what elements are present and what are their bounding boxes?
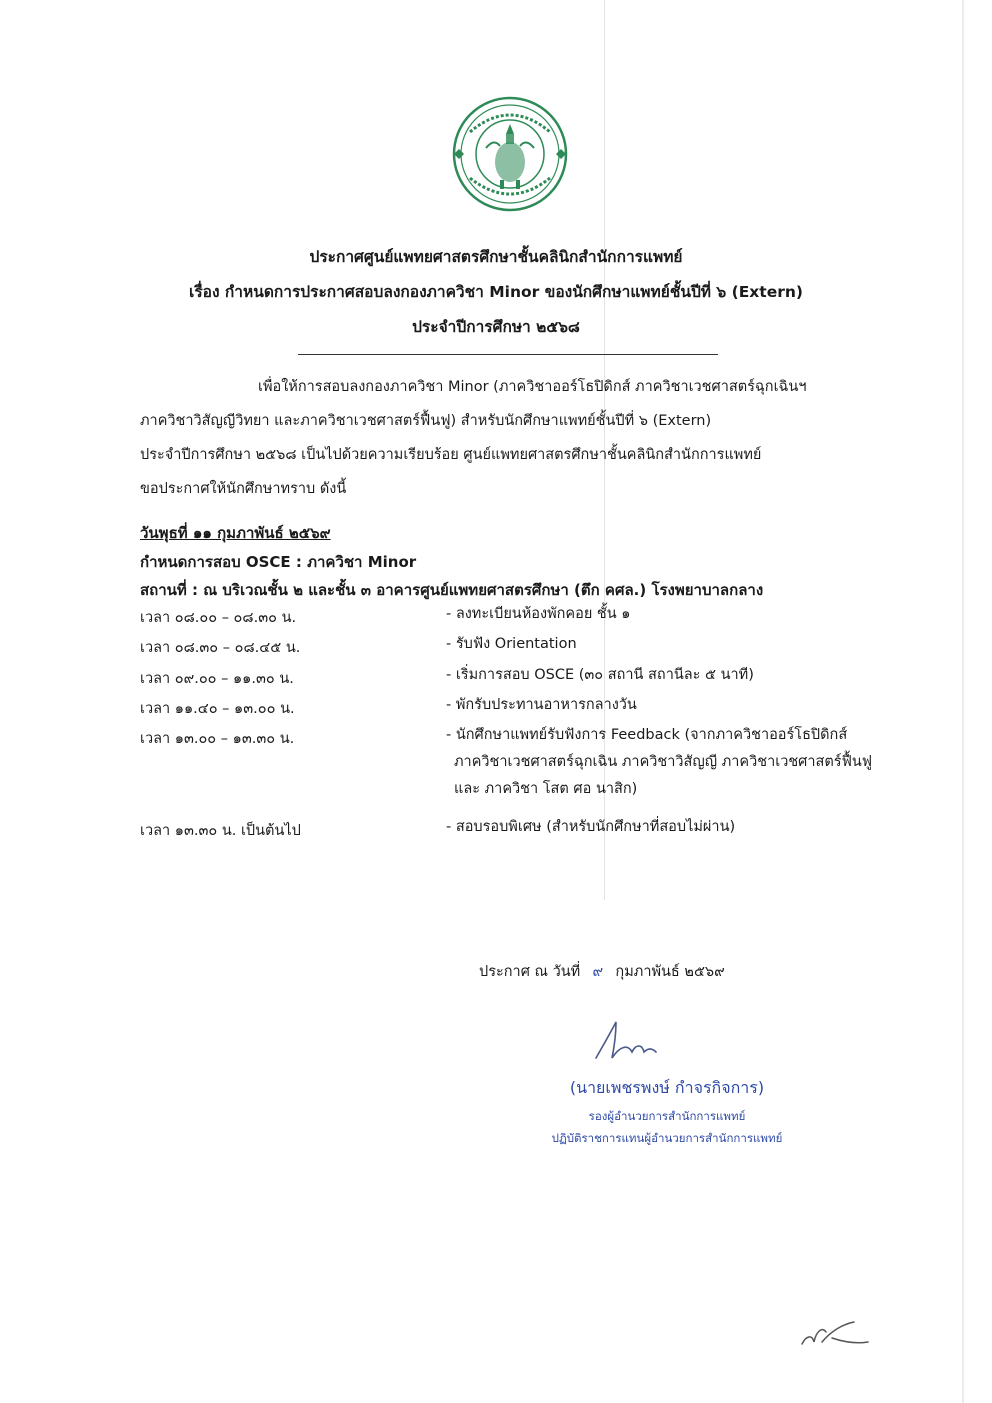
handwritten-day: ๙ xyxy=(592,964,604,980)
announcement-date xyxy=(479,960,725,983)
schedule-time: เวลา ๐๘.๐๐ – ๐๘.๓๐ น. xyxy=(140,610,297,626)
activity-line: - ลงทะเบียนห้องพักคอย ชั้น ๑ xyxy=(446,606,631,622)
activity-line: - รับฟัง Orientation xyxy=(446,636,577,652)
announcement-title: ประกาศศูนย์แพทยศาสตรศึกษาชั้นคลินิกสำนักการแพทย์ xyxy=(309,248,683,266)
exam-date-heading: วันพุธที่ ๑๑ กุมภาพันธ์ ๒๕๖๙ xyxy=(140,524,331,542)
handwritten-initial-icon xyxy=(792,1318,872,1352)
schedule-activity xyxy=(446,601,886,628)
paragraph-line: ขอประกาศให้นักศึกษาทราบ ดังนี้ xyxy=(140,481,347,497)
activity-line: - นักศึกษาแพทย์รับฟังการ Feedback (จากภาควิชาออร์โธปิดิกส์ xyxy=(446,727,848,743)
signer-acting-position: ปฏิบัติราชการแทนผู้อำนวยการสำนักการแพทย์ xyxy=(551,1131,783,1145)
schedule-time: เวลา ๐๘.๓๐ – ๐๘.๔๕ น. xyxy=(140,640,301,656)
green-circular-seal-icon xyxy=(440,96,580,212)
schedule-time: เวลา ๑๓.๓๐ น. เป็นต้นไป xyxy=(140,823,301,839)
activity-line: ภาควิชาเวชศาสตร์ฉุกเฉิน ภาควิชาวิสัญญี ภาควิชาเวชศาสตร์ฟื้นฟู xyxy=(454,754,873,770)
paragraph-line: ประจำปีการศึกษา ๒๕๖๘ เป็นไปด้วยความเรียบร้อย ศูนย์แพทยศาสตรศึกษาชั้นคลินิกสำนักการแพทย์ xyxy=(140,447,762,463)
schedule-time: เวลา ๐๙.๐๐ – ๑๑.๓๐ น. xyxy=(140,671,294,687)
intro-paragraph xyxy=(140,370,880,506)
activity-line: - เริ่มการสอบ OSCE (๓๐ สถานี สถานีละ ๕ นาที) xyxy=(446,667,754,683)
schedule-activity xyxy=(446,631,886,658)
schedule-activity xyxy=(446,722,886,803)
schedule-time: เวลา ๑๓.๐๐ – ๑๓.๓๐ น. xyxy=(140,731,295,747)
scan-edge-line xyxy=(962,0,964,1403)
exam-type-heading: กำหนดการสอบ OSCE : ภาควิชา Minor xyxy=(140,553,417,571)
schedule-activity xyxy=(446,814,886,841)
activity-line: และ ภาควิชา โสต ศอ นาสิก) xyxy=(454,781,638,797)
title-divider xyxy=(298,354,718,355)
signer-name: (นายเพชรพงษ์ กำจรกิจการ) xyxy=(569,1078,765,1097)
schedule-activity xyxy=(446,662,886,689)
activity-line: - สอบรอบพิเศษ (สำหรับนักศึกษาที่สอบไม่ผ่าน) xyxy=(446,819,736,835)
schedule-time: เวลา ๑๑.๔๐ – ๑๓.๐๐ น. xyxy=(140,701,295,717)
announcement-date-prefix: ประกาศ ณ วันที่ xyxy=(479,964,581,980)
activity-line: - พักรับประทานอาหารกลางวัน xyxy=(446,697,637,713)
paragraph-line: ภาควิชาวิสัญญีวิทยา และภาควิชาเวชศาสตร์ฟื้นฟู) สำหรับนักศึกษาแพทย์ชั้นปีที่ ๖ (Extern) xyxy=(140,413,712,429)
handwritten-signature-icon xyxy=(578,1014,698,1068)
signer-position: รองผู้อำนวยการสำนักการแพทย์ xyxy=(588,1109,746,1123)
venue-heading: สถานที่ : ณ บริเวณชั้น ๒ และชั้น ๓ อาคารศูนย์แพทยศาสตรศึกษา (ตึก คศล.) โรงพยาบาลกลาง xyxy=(140,581,764,599)
paragraph-line: เพื่อให้การสอบลงกองภาควิชา Minor (ภาควิชาออร์โธปิดิกส์ ภาควิชาเวชศาสตร์ฉุกเฉินฯ xyxy=(258,379,807,395)
announcement-subject: เรื่อง กำหนดการประกาศสอบลงกองภาควิชา Minor ของนักศึกษาแพทย์ชั้นปีที่ ๖ (Extern) xyxy=(189,283,803,301)
academic-year: ประจำปีการศึกษา ๒๕๖๘ xyxy=(412,318,580,336)
announcement-date-suffix: กุมภาพันธ์ ๒๕๖๙ xyxy=(615,964,725,980)
schedule-activity xyxy=(446,692,886,719)
